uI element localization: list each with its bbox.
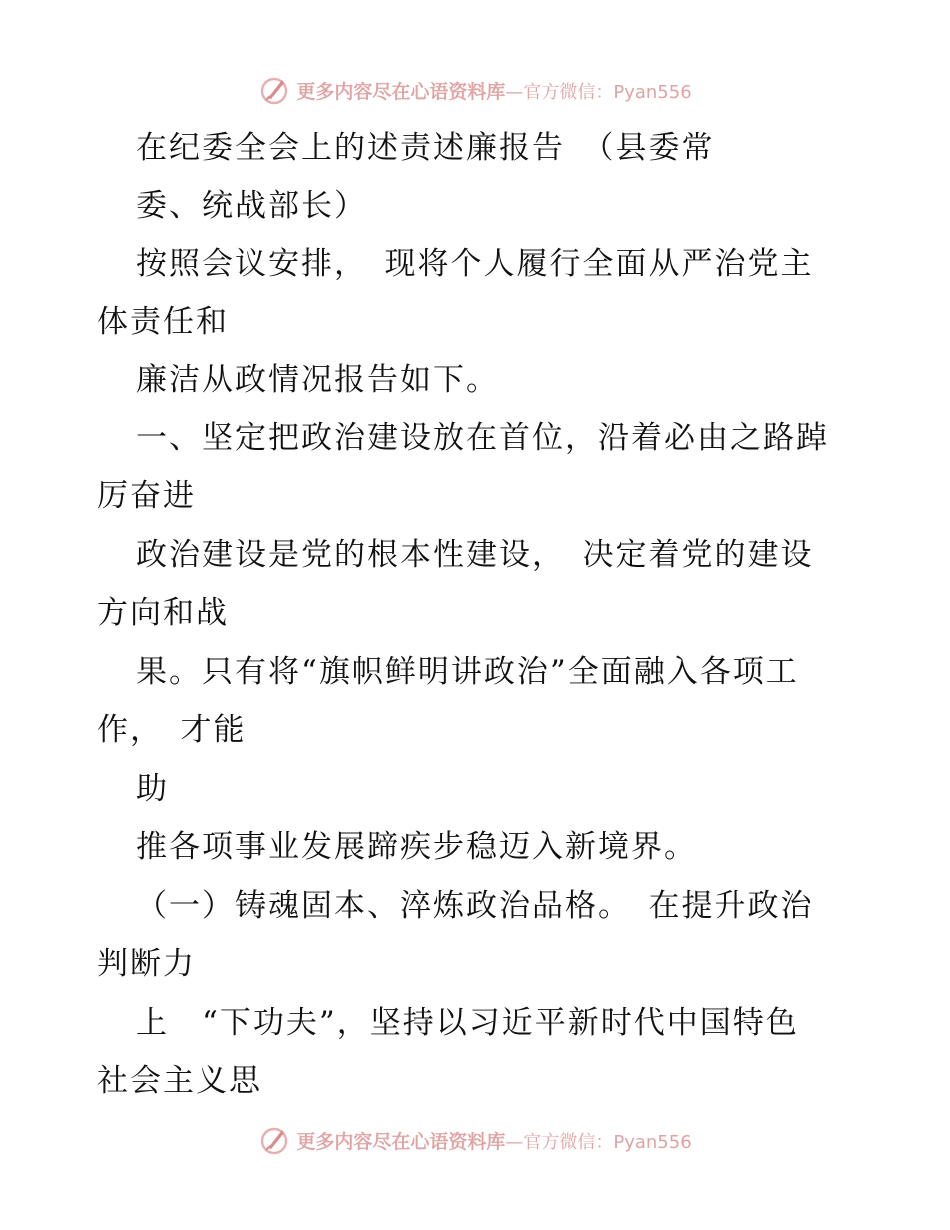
watermark-sub-text: —官方微信：Pyan556 xyxy=(505,1131,692,1153)
text-line: 上 “下功夫”，坚持以习近平新时代中国特色 xyxy=(136,1005,799,1041)
text-line: 一、坚定把政治建设放在首位，沿着必由之路踔 xyxy=(136,420,829,456)
text-line: 方向和战 xyxy=(97,595,229,631)
feather-logo-icon xyxy=(258,1124,290,1156)
watermark-sub-text: —官方微信：Pyan556 xyxy=(505,81,692,103)
text-line: 推各项事业发展蹄疾步稳迈入新境界。 xyxy=(136,829,697,865)
text-line: 作， 才能 xyxy=(97,712,247,748)
text-line: 廉洁从政情况报告如下。 xyxy=(136,362,499,398)
text-line: 判断力 xyxy=(97,946,196,982)
text-line: 社会主义思 xyxy=(97,1063,262,1099)
text-line: 委、统战部长） xyxy=(136,188,367,224)
text-line: （一）铸魂固本、淬炼政治品格。 在提升政治 xyxy=(136,888,814,924)
text-line: 政治建设是党的根本性建设， 决定着党的建设 xyxy=(136,537,814,573)
watermark-main-text: 更多内容尽在心语资料库 xyxy=(296,80,506,103)
text-line: 体责任和 xyxy=(97,304,229,340)
watermark-main-text: 更多内容尽在心语资料库 xyxy=(296,1130,506,1153)
text-line: 果。只有将“旗帜鲜明讲政治”全面融入各项工 xyxy=(136,654,799,690)
text-line: 厉奋进 xyxy=(97,478,196,514)
text-line: 按照会议安排， 现将个人履行全面从严治党主 xyxy=(136,246,814,282)
text-line: 在纪委全会上的述责述廉报告 （县委常 xyxy=(136,130,715,166)
text-line: 助 xyxy=(136,771,169,807)
footer-watermark xyxy=(0,1120,950,1160)
